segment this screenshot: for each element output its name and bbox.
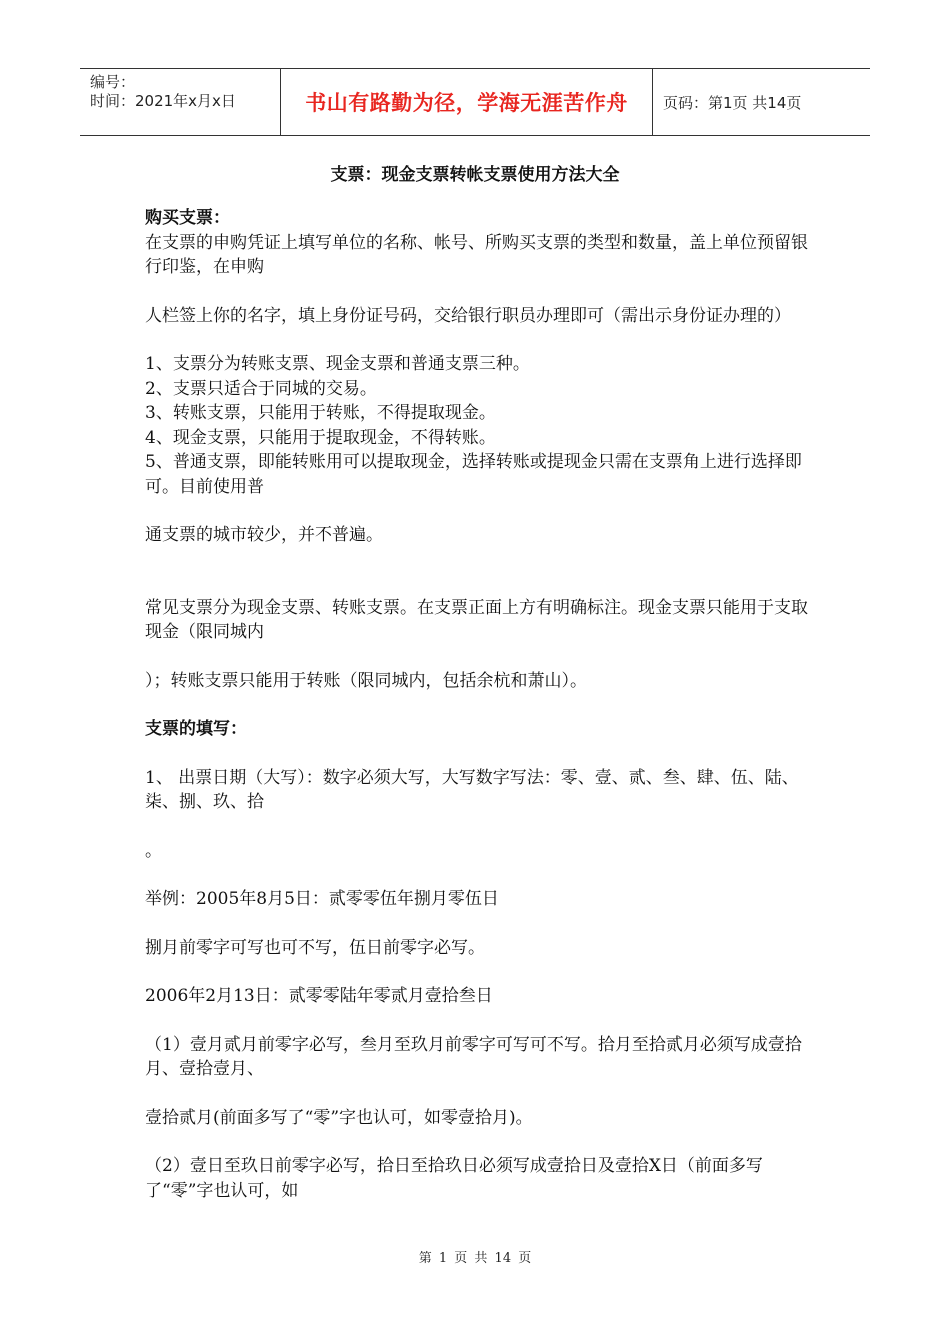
list-item: 1、支票分为转账支票、现金支票和普通支票三种。 (145, 354, 530, 374)
motto: 书山有路勤为径，学海无涯苦作舟 (281, 69, 653, 135)
header-meta-cell (80, 69, 281, 135)
paragraph: 通支票的城市较少，并不普遍。 (145, 525, 383, 545)
paragraph: （2）壹日至玖日前零字必写，拾日至拾玖日必须写成壹拾日及壹拾X日（前面多写了“零”字也认可，如 (145, 1156, 763, 1201)
paragraph: 人栏签上你的名字，填上身份证号码，交给银行职员办理即可（需出示身份证办理的） (145, 305, 791, 326)
paragraph: 举例：2005年8月5日：贰零零伍年捌月零伍日 (145, 889, 499, 909)
paragraph: 壹拾贰月(前面多写了“零”字也认可，如零壹拾月)。 (145, 1107, 533, 1128)
list-item: 3、转账支票，只能用于转账，不得提取现金。 (145, 403, 496, 423)
paragraph: （1）壹月贰月前零字必写，叁月至玖月前零字可写可不写。拾月至拾贰月必须写成壹拾月、壹拾壹月、 (145, 1034, 802, 1079)
time-label: 时间：2021年x月x日 (90, 92, 236, 110)
document-title: 支票：现金支票转帐支票使用方法大全 (330, 165, 620, 185)
paragraph: ）；转账支票只能用于转账（限同城内，包括余杭和萧山）。 (145, 670, 587, 691)
paragraph: 常见支票分为现金支票、转账支票。在支票正面上方有明确标注。现金支票只能用于支取现金（限同城内 (145, 597, 808, 642)
list-item: 5、普通支票，即能转账用可以提取现金，选择转账或提现金只需在支票角上进行选择即可。目前使用普 (145, 452, 802, 497)
header-table (80, 68, 870, 136)
paragraph: 1、 出票日期（大写）：数字必须大写，大写数字写法：零、壹、贰、叁、肆、伍、陆、柒、捌、玖、拾 (145, 767, 799, 812)
paragraph: 在支票的申购凭证上填写单位的名称、帐号、所购买支票的类型和数量，盖上单位预留银行印鉴，在申购 (145, 232, 808, 277)
paragraph: 。 (145, 840, 162, 861)
list-item: 4、现金支票，只能用于提取现金，不得转账。 (145, 427, 496, 448)
number-label: 编号： (90, 73, 136, 91)
paragraph: 2006年2月13日：贰零零陆年零贰月壹拾叁日 (145, 986, 493, 1006)
page-code: 页码：第1页 共14页 (663, 93, 802, 112)
list-item: 2、支票只适合于同城的交易。 (145, 378, 377, 399)
section-heading-buy: 购买支票： (145, 208, 230, 228)
paragraph: 捌月前零字可写也可不写，伍日前零字必写。 (145, 937, 485, 958)
page-footer: 第 1 页 共 14 页 (418, 1251, 532, 1266)
section-heading-fill: 支票的填写： (145, 719, 247, 739)
document-body (145, 206, 810, 1203)
